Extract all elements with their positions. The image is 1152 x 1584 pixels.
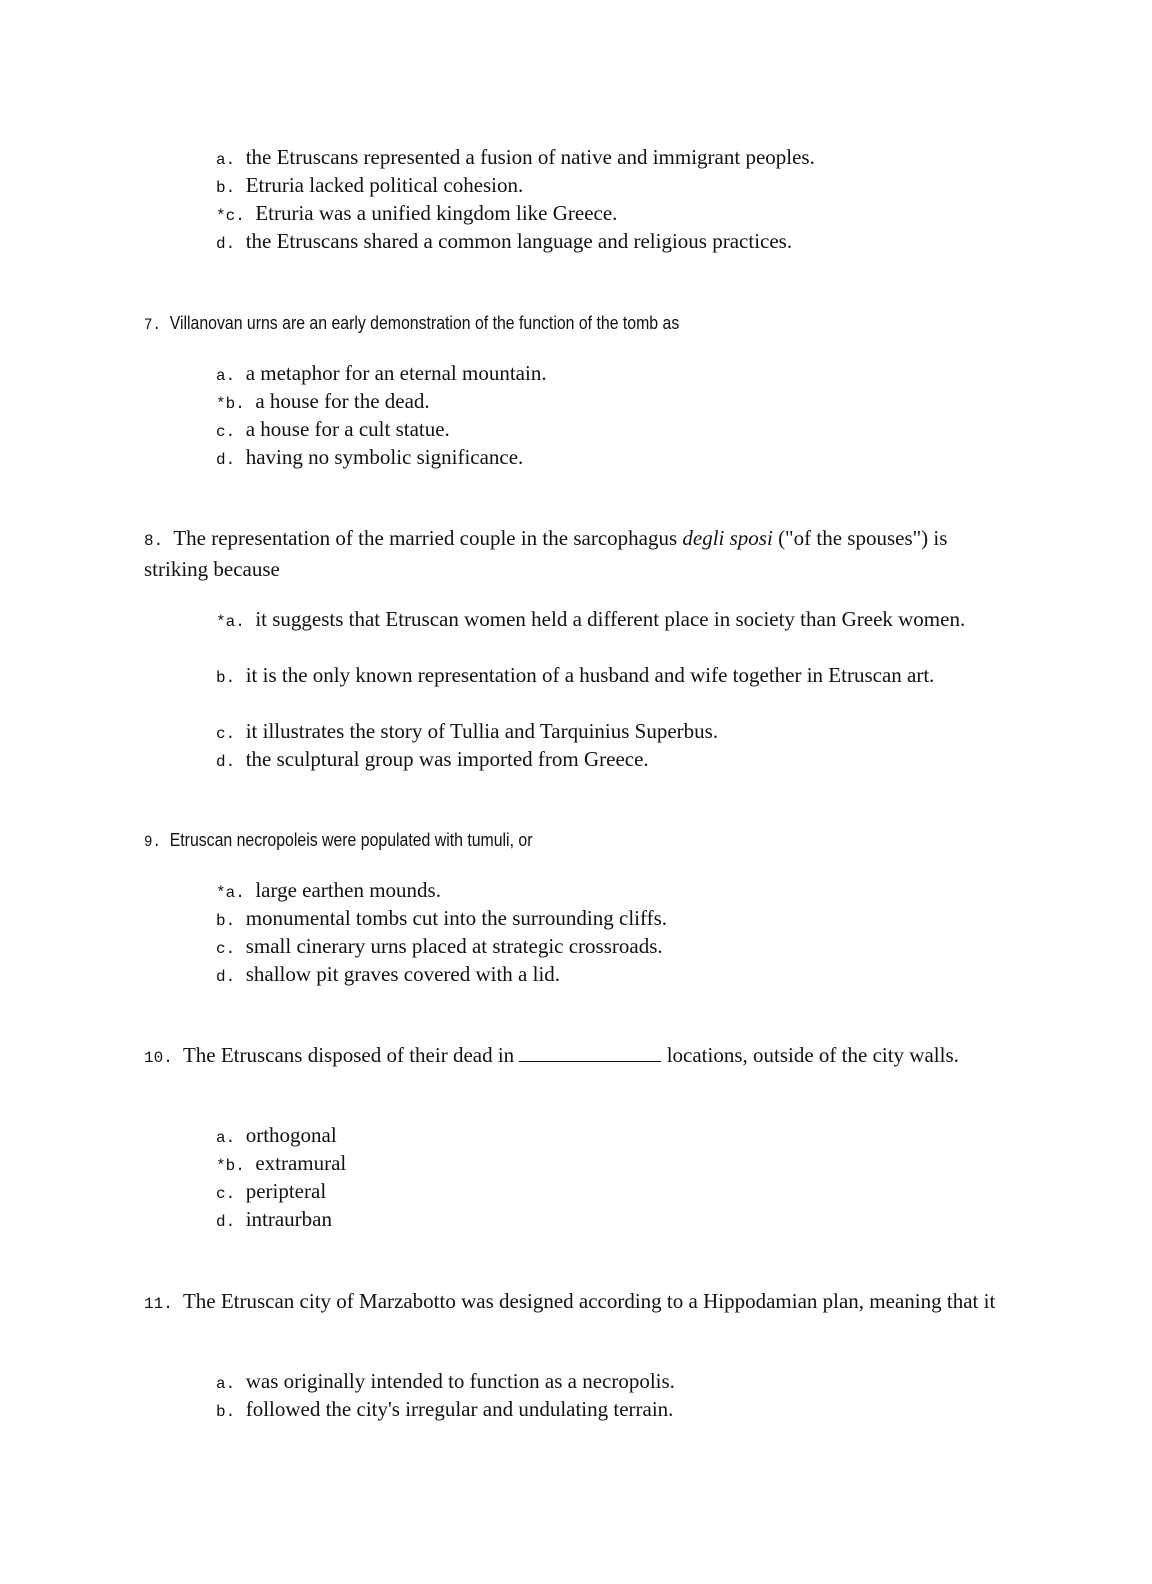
- option-letter: *b.: [216, 395, 245, 413]
- question-text-continued: ("of the spouses") is striking because: [144, 526, 948, 581]
- option-text: having no symbolic significance.: [245, 445, 524, 469]
- option-text: it suggests that Etruscan women held a different place in society than Greek women.: [255, 607, 966, 631]
- option-text: Etruria was a unified kingdom like Greece.: [255, 201, 618, 225]
- option-letter: *c.: [216, 207, 245, 225]
- option-text: extramural: [255, 1151, 347, 1175]
- option-letter: a.: [216, 1129, 236, 1147]
- q6-option-c: [216, 199, 1006, 230]
- option-letter: b.: [216, 1403, 236, 1421]
- option-text: monumental tombs cut into the surrounding cliffs.: [245, 906, 668, 930]
- option-text: Etruria lacked political cohesion.: [245, 173, 524, 197]
- option-letter: d.: [216, 235, 236, 253]
- question-text: Villanovan urns are an early demonstration of the function of the tomb as: [169, 313, 680, 333]
- question-number: 11.: [144, 1295, 173, 1313]
- q7-option-d: [216, 443, 1006, 474]
- question-text: Etruscan necropoleis were populated with tumuli, or: [169, 830, 533, 850]
- option-text: a metaphor for an eternal mountain.: [245, 361, 547, 385]
- option-letter: *a.: [216, 613, 245, 631]
- option-letter: c.: [216, 725, 236, 743]
- question-text: The Etruscan city of Marzabotto was designed according to a Hippodamian plan, meaning that it: [182, 1289, 996, 1313]
- option-letter: d.: [216, 753, 236, 771]
- q11-option-a: [216, 1367, 1006, 1398]
- option-text: orthogonal: [245, 1123, 337, 1147]
- q8-option-a: [216, 605, 1006, 636]
- option-letter: d.: [216, 451, 236, 469]
- q9-option-b: [216, 904, 1006, 935]
- q10-option-a: [216, 1121, 1006, 1152]
- option-text: a house for the dead.: [255, 389, 430, 413]
- q10-option-b: [216, 1149, 1006, 1180]
- option-letter: b.: [216, 179, 236, 197]
- q9-stem: [144, 826, 901, 856]
- option-letter: d.: [216, 968, 236, 986]
- question-number: 9.: [144, 833, 161, 851]
- option-text: was originally intended to function as a necropolis.: [245, 1369, 675, 1393]
- option-letter: b.: [216, 669, 236, 687]
- question-text: The Etruscans disposed of their dead in: [182, 1043, 515, 1067]
- q8-option-d: [216, 745, 1006, 776]
- option-text: followed the city's irregular and undulating terrain.: [245, 1397, 674, 1421]
- q10-option-c: [216, 1177, 1006, 1208]
- question-number: 7.: [144, 316, 161, 334]
- q7-option-b: [216, 387, 1006, 418]
- q9-option-d: [216, 960, 1006, 991]
- q6-option-a: [216, 143, 1006, 174]
- q6-option-b: [216, 171, 1006, 202]
- option-letter: c.: [216, 1185, 236, 1203]
- option-letter: c.: [216, 940, 236, 958]
- question-text-continued: locations, outside of the city walls.: [666, 1043, 959, 1067]
- option-text: small cinerary urns placed at strategic crossroads.: [245, 934, 663, 958]
- question-number: 8.: [144, 532, 164, 550]
- option-letter: a.: [216, 1375, 236, 1393]
- answer-blank: [519, 1043, 661, 1062]
- q11-stem: [144, 1287, 1004, 1318]
- option-text: the sculptural group was imported from Greece.: [245, 747, 649, 771]
- option-text: intraurban: [245, 1207, 332, 1231]
- q11-option-b: [216, 1395, 1006, 1426]
- q10-stem: [144, 1041, 1004, 1072]
- option-letter: b.: [216, 912, 236, 930]
- option-text: large earthen mounds.: [255, 878, 441, 902]
- option-text: it is the only known representation of a husband and wife together in Etruscan art.: [245, 663, 935, 687]
- q8-option-b: [216, 661, 1006, 692]
- q10-option-d: [216, 1205, 1006, 1236]
- option-letter: a.: [216, 367, 236, 385]
- option-letter: d.: [216, 1213, 236, 1231]
- question-italic-term: degli sposi: [682, 526, 773, 550]
- question-number: 10.: [144, 1049, 173, 1067]
- q7-option-c: [216, 415, 1006, 446]
- option-text: the Etruscans represented a fusion of native and immigrant peoples.: [245, 145, 815, 169]
- option-text: the Etruscans shared a common language and religious practices.: [245, 229, 793, 253]
- option-text: shallow pit graves covered with a lid.: [245, 962, 561, 986]
- option-letter: a.: [216, 151, 236, 169]
- q6-option-d: [216, 227, 1006, 258]
- q7-stem: [144, 309, 901, 339]
- option-letter: c.: [216, 423, 236, 441]
- q8-option-c: [216, 717, 1006, 748]
- q8-stem: [144, 524, 1004, 583]
- option-text: it illustrates the story of Tullia and Tarquinius Superbus.: [245, 719, 719, 743]
- option-letter: *a.: [216, 884, 245, 902]
- option-text: a house for a cult statue.: [245, 417, 450, 441]
- option-letter: *b.: [216, 1157, 245, 1175]
- q9-option-c: [216, 932, 1006, 963]
- q9-option-a: [216, 876, 1006, 907]
- option-text: peripteral: [245, 1179, 327, 1203]
- q7-option-a: [216, 359, 1006, 390]
- question-text: The representation of the married couple in the sarcophagus: [173, 526, 678, 550]
